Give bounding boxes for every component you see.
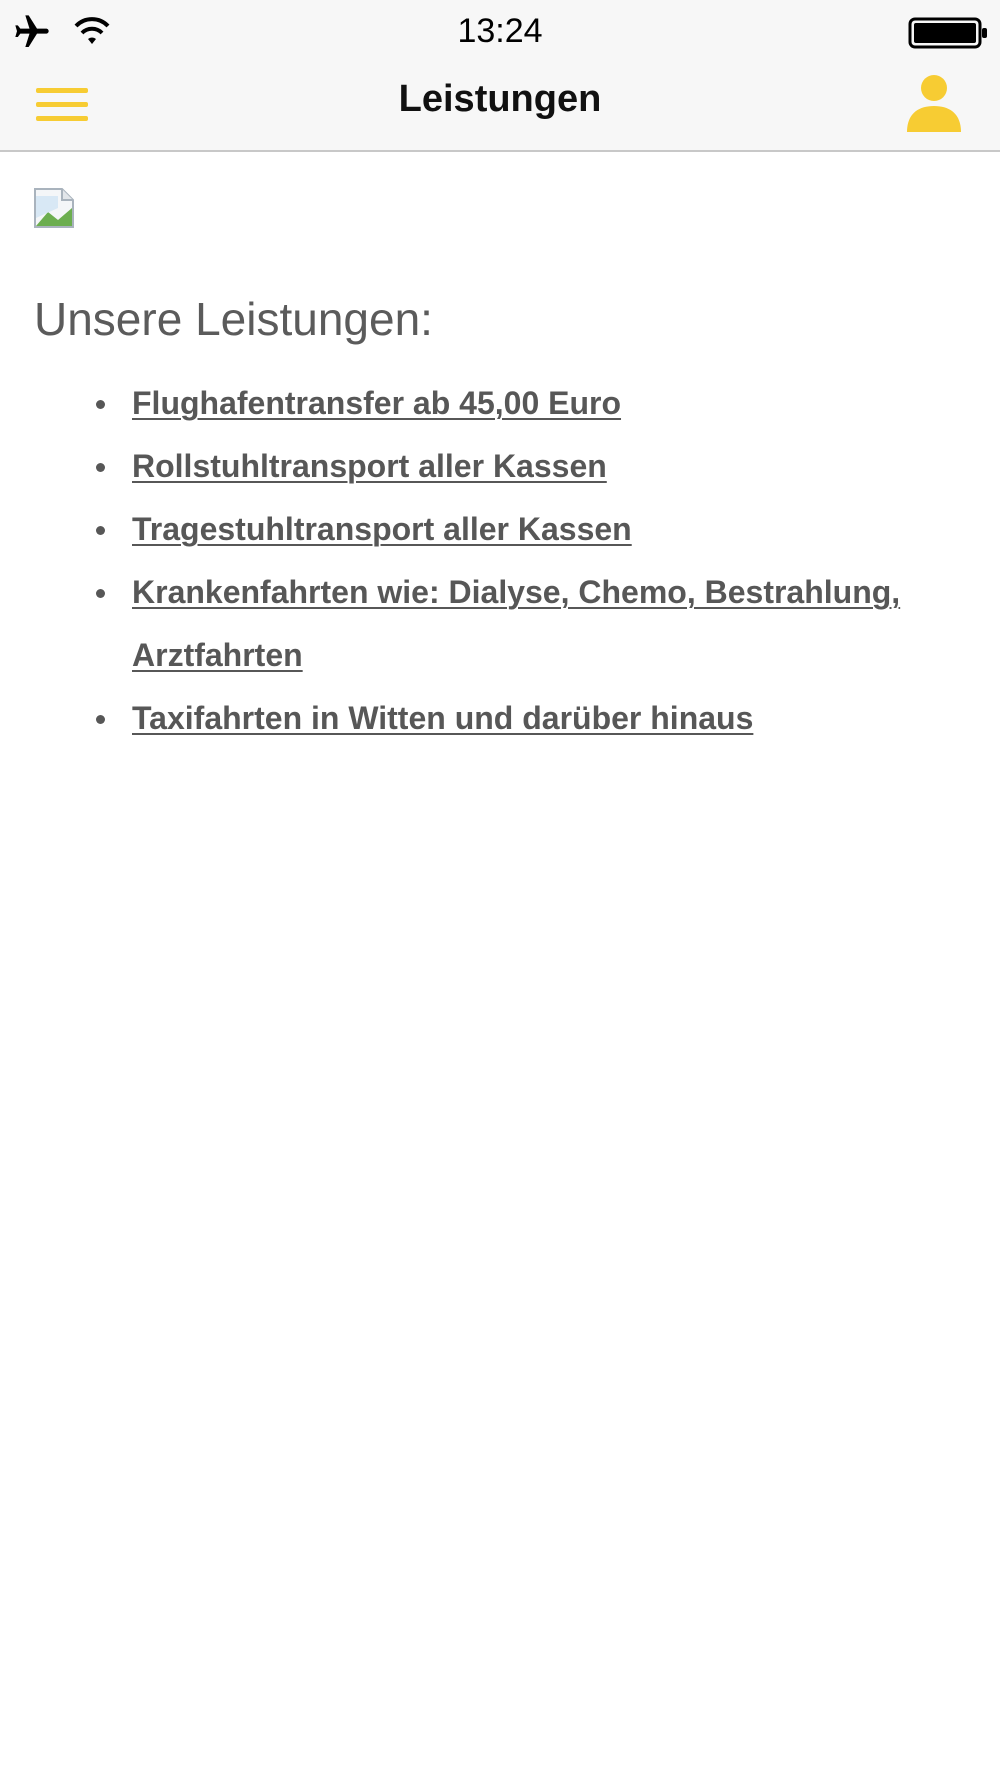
list-item <box>90 435 970 498</box>
status-time: 13:24 <box>457 12 543 50</box>
bullet-icon <box>96 463 105 472</box>
status-bar <box>0 0 1000 62</box>
list-item <box>90 498 970 561</box>
service-link-tragestuhltransport[interactable]: Tragestuhltransport aller Kassen <box>132 511 632 547</box>
list-item <box>90 687 970 750</box>
page-title: Leistungen <box>398 78 602 120</box>
battery-icon <box>908 16 990 50</box>
service-link-rollstuhltransport[interactable]: Rollstuhltransport aller Kassen <box>132 448 607 484</box>
service-link-flughafentransfer[interactable]: Flughafentransfer ab 45,00 Euro <box>132 385 622 421</box>
bullet-icon <box>96 589 105 598</box>
nav-bar <box>0 62 1000 152</box>
user-icon[interactable] <box>904 72 964 134</box>
bullet-icon <box>96 526 105 535</box>
list-item <box>90 561 970 687</box>
service-link-taxifahrten[interactable]: Taxifahrten in Witten und darüber hinaus <box>132 700 754 736</box>
service-link-krankenfahrten[interactable]: Krankenfahrten wie: Dialyse, Chemo, Bestrahlung, Arztfahrten <box>132 574 901 673</box>
list-item <box>90 372 970 435</box>
broken-image-icon <box>34 188 74 228</box>
section-heading: Unsere Leistungen: <box>34 293 433 345</box>
bullet-icon <box>96 715 105 724</box>
services-list <box>90 372 970 750</box>
bullet-icon <box>96 400 105 409</box>
